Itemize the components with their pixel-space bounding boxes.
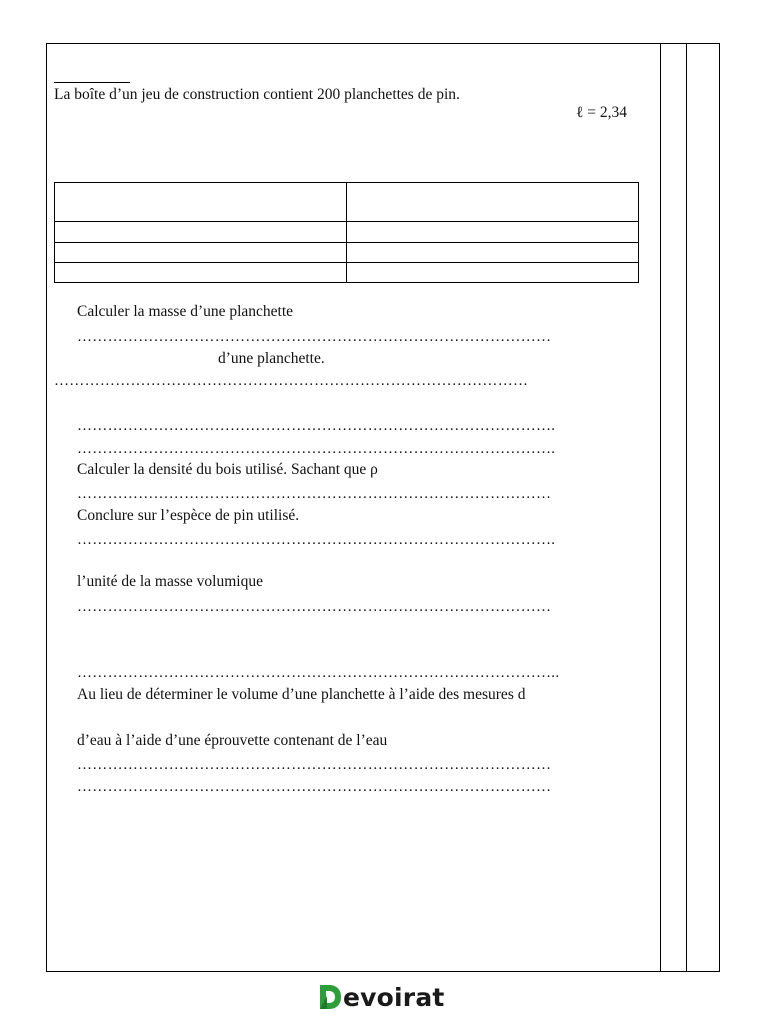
table-cell — [347, 243, 639, 263]
table-row — [55, 222, 639, 243]
answer-line[interactable]: …………………………………………………………………………………. — [77, 441, 556, 457]
margin-line-1 — [660, 43, 661, 972]
table-cell — [55, 183, 347, 222]
logo-text: evoirat — [343, 982, 445, 1012]
question-2: Calculer la densité du bois utilisé. Sachant que ρ — [77, 461, 378, 478]
table-cell — [55, 222, 347, 243]
table-cell — [347, 263, 639, 283]
devoirat-logo[interactable] — [318, 981, 445, 1013]
logo-d-icon — [318, 983, 342, 1011]
question-5b: d’eau à l’aide d’une éprouvette contenant de l’eau — [77, 732, 388, 749]
margin-line-2 — [686, 43, 687, 972]
table-row — [55, 263, 639, 283]
data-table — [54, 182, 639, 283]
question-1: Calculer la masse d’une planchette — [77, 303, 294, 320]
table-row — [55, 183, 639, 222]
table-row — [55, 243, 639, 263]
question-5: Au lieu de déterminer le volume d’une planchette à l’aide des mesures d — [77, 686, 526, 703]
answer-line[interactable]: ………………………………………………………………………………… — [77, 329, 552, 345]
title-underline — [54, 82, 130, 83]
answer-line[interactable]: …………………………………………………………………………………. — [77, 418, 556, 434]
question-1b: d’une planchette. — [218, 350, 325, 367]
answer-line[interactable]: ………………………………………………………………………………… — [77, 486, 552, 502]
formula-length: ℓ = 2,34 — [576, 104, 628, 121]
problem-intro: La boîte d’un jeu de construction contient 200 planchettes de pin. — [54, 86, 460, 103]
answer-line[interactable]: ………………………………………………………………………………… — [54, 373, 529, 389]
answer-line[interactable]: ………………………………………………………………………………….. — [77, 665, 560, 681]
table-cell — [347, 222, 639, 243]
table-cell — [55, 243, 347, 263]
answer-line[interactable]: ………………………………………………………………………………… — [77, 779, 552, 795]
table-cell — [55, 263, 347, 283]
answer-line[interactable]: …………………………………………………………………………………. — [77, 532, 556, 548]
table-cell — [347, 183, 639, 222]
question-4: l’unité de la masse volumique — [77, 573, 263, 590]
answer-line[interactable]: ………………………………………………………………………………… — [77, 757, 552, 773]
question-3: Conclure sur l’espèce de pin utilisé. — [77, 507, 300, 524]
answer-line[interactable]: ………………………………………………………………………………… — [77, 599, 552, 615]
